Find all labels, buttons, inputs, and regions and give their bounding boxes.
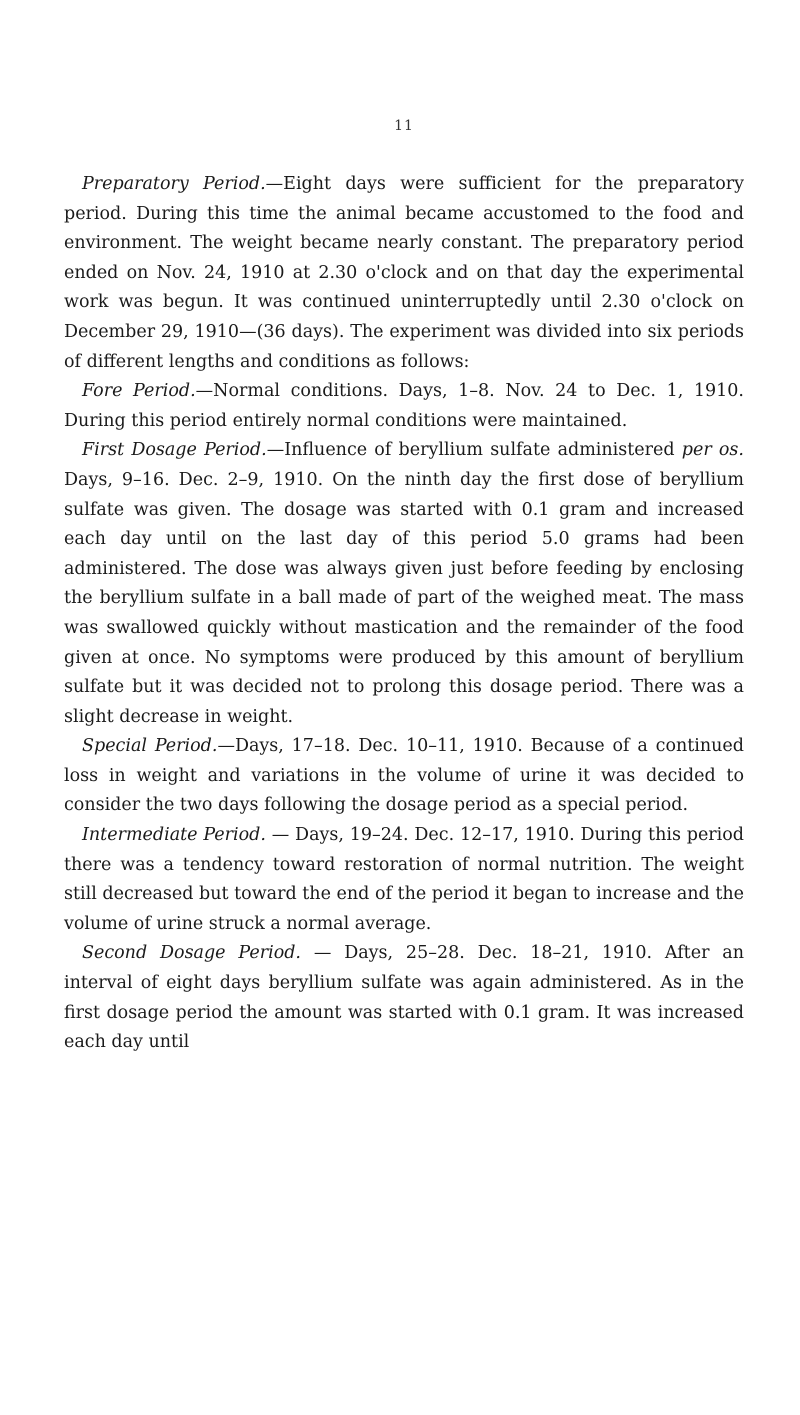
paragraph-text: Days, 9–16. Dec. 2–9, 1910. On the ninth day the first dose of beryllium sulfate was given. The dosage was started with 0.1 gram and increased each day until on the last day of this period 5.0 grams had been administered. The dose was always given just before feeding by enclosing the beryllium sulfate in a ball made of part of the weighed meat. The mass was swallowed quickly without mastication and the remainder of the food given at once. No symptoms were produced by this amount of beryllium sulfate but it was decided not to prolong this dosage period. There was a slight decrease in weight.: [64, 469, 744, 727]
paragraph-heading: Preparatory Period.: [82, 174, 266, 194]
paragraph-intermediate-period: [64, 821, 744, 939]
paragraph-heading: Fore Period.: [82, 381, 196, 402]
body-text: [64, 170, 744, 1058]
book-page: [64, 0, 744, 1415]
paragraph-heading: First Dosage Period.: [82, 440, 267, 461]
paragraph-text: — Days, 19–24. Dec. 12–17, 1910. During this period there was a tendency toward restoration of normal nutrition. The weight still decreased but toward the end of the period it began to increase and the volume of urine struck a normal average.: [64, 825, 745, 934]
paragraph-text: —Normal conditions. Days, 1–8. Nov. 24 to Dec. 1, 1910. During this period entirely normal conditions were maintained.: [64, 381, 744, 431]
paragraph-text: —Eight days were sufficient for the preparatory period. During this time the animal became accustomed to the food and environment. The weight became nearly constant. The preparatory period ended on Nov. 24, 1910 at 2.30 o'clock and on that day the experimental work was begun. It was continued uninterruptedly until 2.30 o'clock on December 29, 1910—(36 days). The experiment was divided into six periods of different lengths and conditions as follows:: [64, 174, 744, 372]
paragraph-heading: Intermediate Period.: [82, 825, 266, 846]
page-number: 11: [394, 118, 414, 134]
paragraph-text: — Days, 25–28. Dec. 18–21, 1910. After an interval of eight days beryllium sulfate was again administered. As in the first dosage period the amount was started with 0.1 gram. It was increased each day until: [64, 943, 744, 1053]
paragraph-second-dosage-period: [64, 939, 744, 1057]
paragraph-heading: Second Dosage Period.: [82, 943, 301, 964]
paragraph-text: —Influence of beryllium sulfate administered: [266, 440, 682, 461]
paragraph-first-dosage-period: [64, 436, 744, 732]
paragraph-preparatory-period: [64, 170, 744, 377]
latin-phrase: per os.: [681, 440, 744, 461]
paragraph-fore-period: [64, 377, 744, 436]
paragraph-heading: Special Period.: [82, 736, 218, 757]
paragraph-special-period: [64, 732, 744, 821]
paragraph-text: —Days, 17–18. Dec. 10–11, 1910. Because of a continued loss in weight and variations in the volume of urine it was decided to consider the two days following the dosage period as a special period.: [64, 736, 744, 816]
